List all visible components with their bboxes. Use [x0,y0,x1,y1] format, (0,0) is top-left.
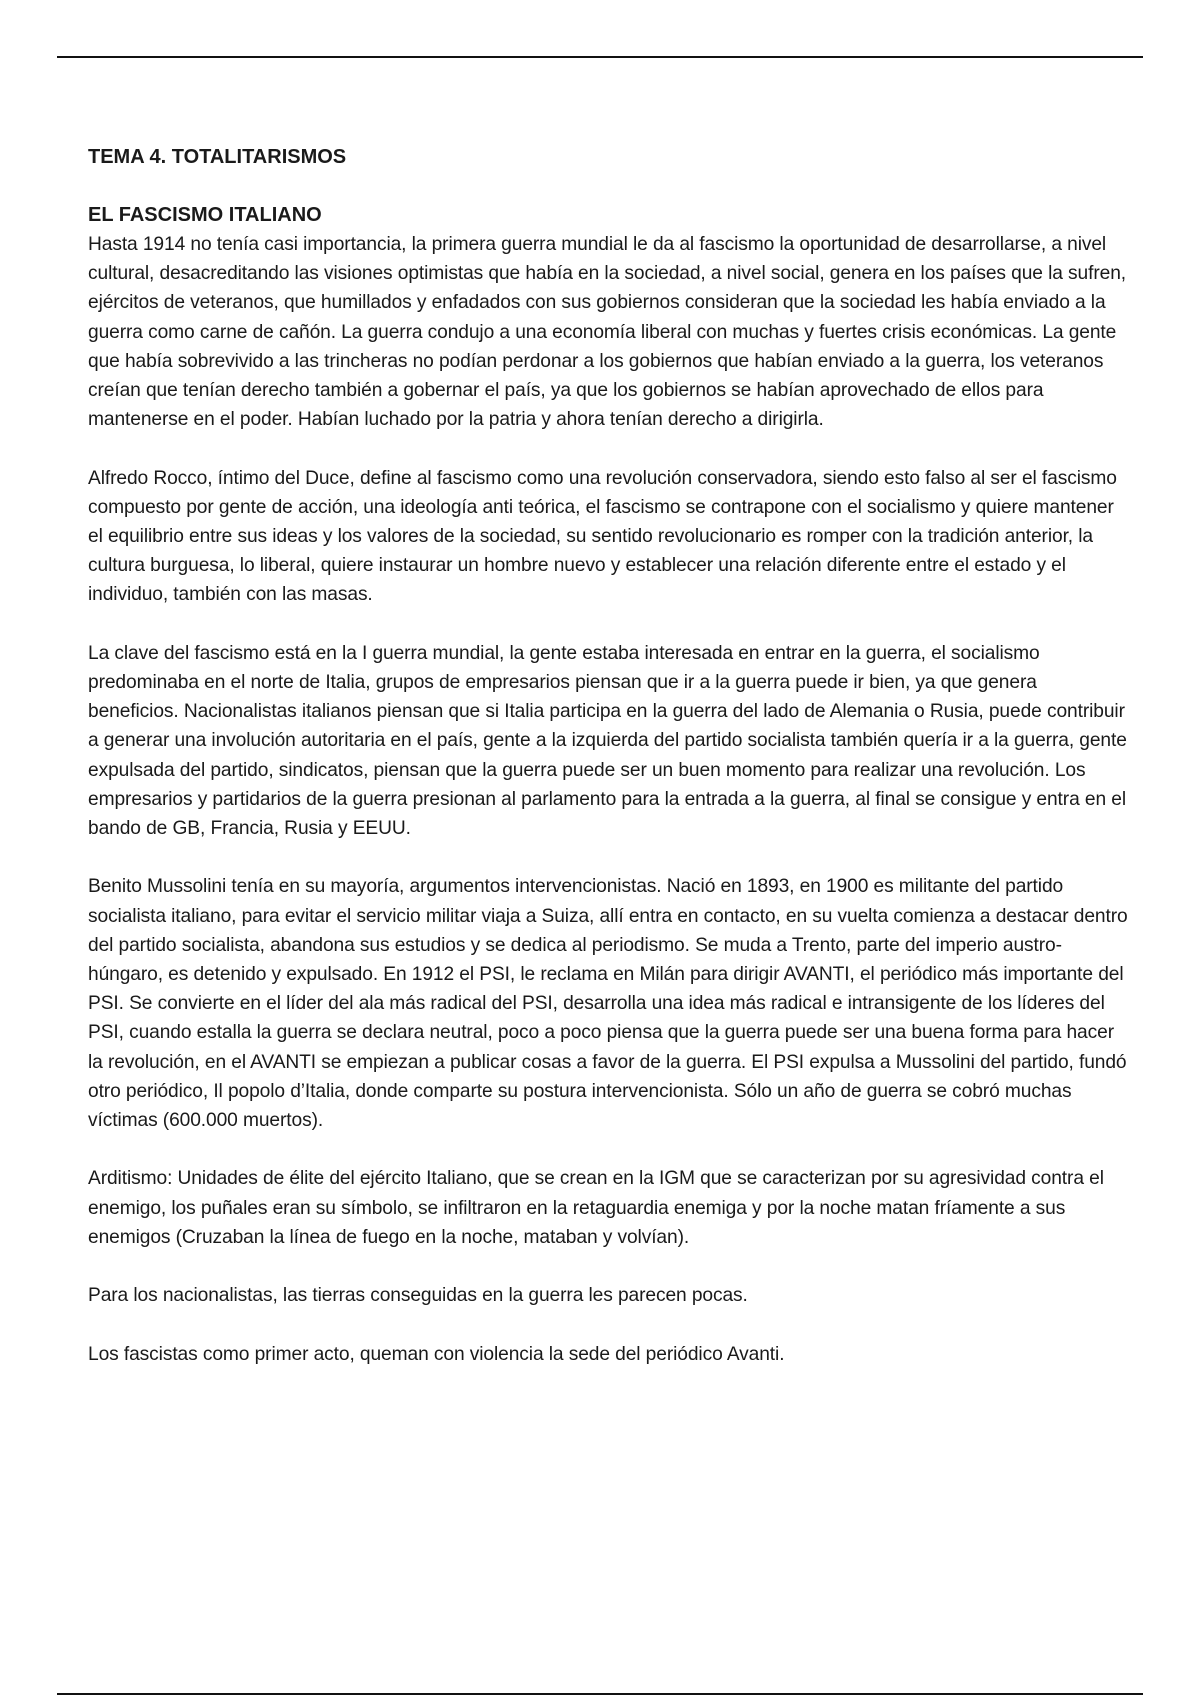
paragraph: Para los nacionalistas, las tierras conseguidas en la guerra les parecen pocas. [88,1285,748,1307]
document-title: TEMA 4. TOTALITARISMOS [88,146,347,168]
section-title: EL FASCISMO ITALIANO [88,204,322,226]
page-body [88,143,1128,1398]
paragraph: Los fascistas como primer acto, queman con violencia la sede del periódico Avanti. [88,1343,785,1365]
header-rule [57,56,1143,58]
paragraph: Hasta 1914 no tenía casi importancia, la primera guerra mundial le da al fascismo la oportunidad de desarrollarse, a nivel cultural, desacreditando las visiones optimistas que había en la sociedad, a nivel social, genera en los países que la sufren, ejércitos de veteranos, que humillados y enfadados con sus gobiernos consideran que la sociedad les había enviado a la guerra como carne de cañón. La guerra condujo a una economía liberal con muchas y fuertes crisis económicas. La gente que había sobrevivido a las trincheras no podían perdonar a los gobiernos que habían enviado a la guerra, los veteranos creían que tenían derecho también a gobernar el país, ya que los gobiernos se habían aprovechado de ellos para mantenerse en el poder. Habían luchado por la patria y ahora tenían derecho a dirigirla. [88,234,1127,431]
footer-rule [57,1693,1143,1695]
paragraph: Alfredo Rocco, íntimo del Duce, define al fascismo como una revolución conservadora, siendo esto falso al ser el fascismo compuesto por gente de acción, una ideología anti teórica, el fascismo se contrapone con el socialismo y quiere mantener el equilibrio entre sus ideas y los valores de la sociedad, su sentido revolucionario es romper con la tradición anterior, la cultura burguesa, lo liberal, quiere instaurar un hombre nuevo y establecer una relación diferente entre el estado y el individuo, también con las masas. [88,467,1117,606]
paragraph: La clave del fascismo está en la I guerra mundial, la gente estaba interesada en entrar en la guerra, el socialismo predominaba en el norte de Italia, grupos de empresarios piensan que ir a la guerra puede ir bien, ya que genera beneficios. Nacionalistas italianos piensan que si Italia participa en la guerra del lado de Alemania o Rusia, puede contribuir a generar una involución autoritaria en el país, gente a la izquierda del partido socialista también quería ir a la guerra, gente expulsada del partido, sindicatos, piensan que la guerra puede ser un buen momento para realizar una revolución. Los empresarios y partidarios de la guerra presionan al parlamento para la entrada a la guerra, al final se consigue y entra en el bando de GB, Francia, Rusia y EEUU. [88,642,1127,840]
paragraph: Arditismo: Unidades de élite del ejército Italiano, que se crean en la IGM que se caracterizan por su agresividad contra el enemigo, los puñales eran su símbolo, se infiltraron en la retaguardia enemiga y por la noche matan fríamente a sus enemigos (Cruzaban la línea de fuego en la noche, mataban y volvían). [88,1168,1104,1248]
paragraph: Benito Mussolini tenía en su mayoría, argumentos intervencionistas. Nació en 1893, en 1900 es militante del partido socialista italiano, para evitar el servicio militar viaja a Suiza, allí entra en contacto, en su vuelta comienza a destacar dentro del partido socialista, abandona sus estudios y se dedica al periodismo. Se muda a Trento, parte del imperio austro-húngaro, es detenido y expulsado. En 1912 el PSI, le reclama en Milán para dirigir AVANTI, el periódico más importante del PSI. Se convierte en el líder del ala más radical del PSI, desarrolla una idea más radical e intransigente de los líderes del PSI, cuando estalla la guerra se declara neutral, poco a poco piensa que la guerra puede ser una buena forma para hacer la revolución, en el AVANTI se empiezan a publicar cosas a favor de la guerra. El PSI expulsa a Mussolini del partido, fundó otro periódico, Il popolo d’Italia, donde comparte su postura intervencionista. Sólo un año de guerra se cobró muchas víctimas (600.000 muertos). [88,876,1128,1132]
